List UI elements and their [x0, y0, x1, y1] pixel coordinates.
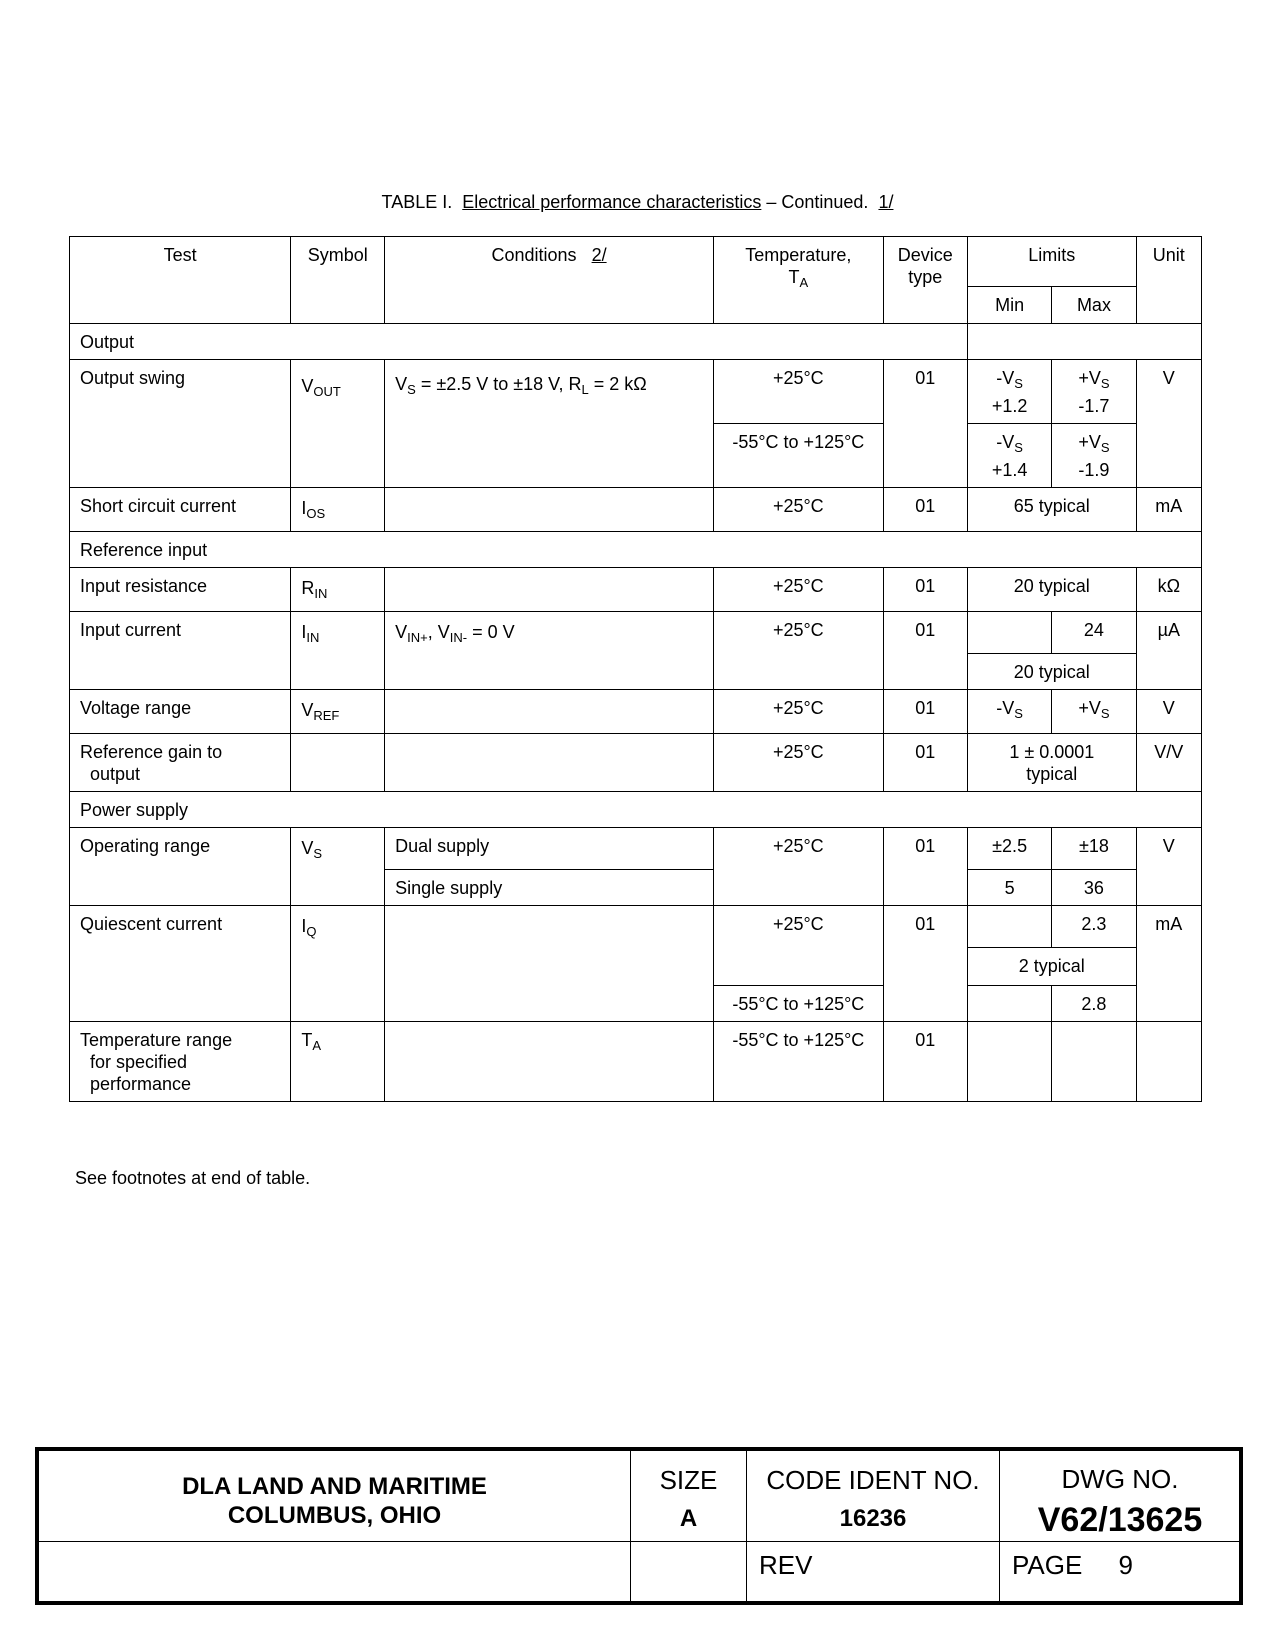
table-row: Operating range $V_S$ Dual supply +25°C 01 ±2.5 ±18 V — [70, 828, 1202, 870]
table-row: Output swing $V_{OUT}$ $V_S = \pm 2.5$ V to ±18 V, $R_L = 2$ kΩ +25°C 01 $-V_S$ +1.2 $+V_S$ -1.7 V — [70, 360, 1202, 424]
section-power-supply: Power supply — [70, 792, 1202, 828]
table-row: Input current $I_{IN}$ $V_{IN+}$, $V_{IN-} = 0$ V +25°C 01 24 µA — [70, 612, 1202, 654]
electrical-characteristics-table: Test Symbol Conditions 2/ Temperature, $T_A$ Device type Limits Unit Min Max Output Output swing $V_{OUT}$ $V_S = \pm 2.5$ V to ±18 V, $R_L = 2$ kΩ +25°C 01 $-V_S$ +1.2 $+V_S$ -1.7 V -55°C to +125°C $-V_S$ +1.4 $+V_S$ -1.9 Short circuit current $I_{OS}$ +25°C 01 65 typical mA Reference input Input resistance $R_{IN}$ +25°C 01 20 typical kΩ Input current $I_{IN}$ $V_{IN+}$, $V_{IN-} = 0$ V +25°C 01 24 µA 20 typical Voltage range $V_{REF}$ +25°C 01 $-V_S$ $+V_S$ V Reference gain to output +25°C 01 1 ± 0.0001 typical V/V Power supply Operating range $V_S$ Dual supply +25°C 01 ±2.5 ±18 V Single supply 5 36 Quiescent current $I_Q$ +25°C 01 2.3 mA 2 typical -55°C to +125°C 2.8 Temperature range for specified performance $T_A$ -55°C to +125°C 01 — [69, 236, 1202, 1102]
table-title: TABLE I. Electrical performance characteristics – Continued. 1/ — [381, 192, 894, 212]
table-row: Quiescent current $I_Q$ +25°C 01 2.3 mA — [70, 906, 1202, 948]
organization: DLA LAND AND MARITIME COLUMBUS, OHIO — [39, 1451, 631, 1542]
table-row: Reference gain to output +25°C 01 1 ± 0.0001 typical V/V — [70, 734, 1202, 792]
code-ident-box: CODE IDENT NO. 16236 — [747, 1451, 1000, 1542]
footnote-reference: See footnotes at end of table. — [75, 1168, 311, 1188]
section-output: Output — [70, 324, 1202, 360]
table-row: Temperature range for specified performance $T_A$ -55°C to +125°C 01 — [70, 1022, 1202, 1102]
size-box: SIZE A — [631, 1451, 747, 1542]
table-row: Short circuit current $I_{OS}$ +25°C 01 65 typical mA — [70, 488, 1202, 532]
header-row: Test Symbol Conditions 2/ Temperature, $T_A$ Device type Limits Unit — [70, 237, 1202, 287]
section-reference-input: Reference input — [70, 532, 1202, 568]
table-row: Voltage range $V_{REF}$ +25°C 01 $-V_S$ $+V_S$ V — [70, 690, 1202, 734]
page-box: PAGE 9 — [1012, 1550, 1133, 1580]
table-row: Input resistance $R_{IN}$ +25°C 01 20 typical kΩ — [70, 568, 1202, 612]
dwg-no-box: DWG NO. V62/13625 — [1000, 1451, 1240, 1542]
rev-box: REV — [747, 1542, 1000, 1602]
title-block — [35, 1447, 1243, 1605]
